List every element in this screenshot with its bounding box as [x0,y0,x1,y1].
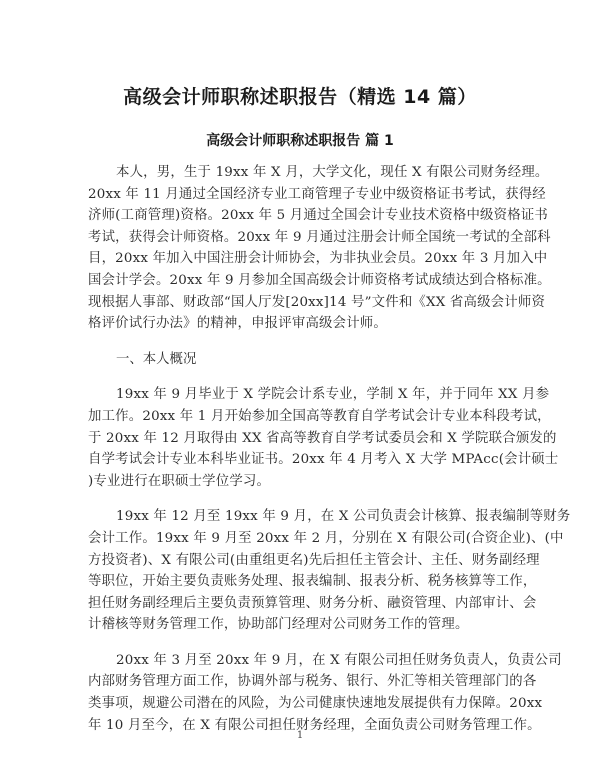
text-line: 担任财务副经理后主要负责预算管理、财务分析、融资管理、内部审计、会 [88,595,537,611]
text-line: 本人，男，生于 19xx 年 X 月，大学文化，现任 X 有限公司财务经理。 [116,165,549,180]
text-line: 20xx 年 3 月至 20xx 年 9 月，在 X 有限公司担任财务负责人，负责公司 [116,652,562,668]
text-line: 内部财务管理方面工作，协调外部与税务、银行、外汇等相关管理部门的各 [88,674,537,690]
paragraph-experience-recent [88,650,562,736]
text-line: 20xx 年 11 月通过全国经济专业工商管理子专业中级资格证书考试，获得经 [88,186,546,202]
text-line: 目，20xx 年加入中国注册会计师协会，为非执业会员。20xx 年 3 月加入中 [88,251,548,267]
paragraph-education [88,384,559,492]
text-line: 国会计学会。20xx 年 9 月参加全国高级会计师资格考试成绩达到合格标准。 [88,272,551,288]
text-line: 等职位，开始主要负责账务处理、报表编制、报表分析、税务核算等工作， [88,574,537,590]
text-line: 加工作。20xx 年 1 月开始参加全国高等教育自学考试会计专业本科段考试， [88,408,551,424]
text-line: 格评价试行办法》的精神，申报评审高级会计师。 [88,316,387,332]
section-title: 高级会计师职称述职报告 篇 1 [206,133,394,149]
text-line: 会计工作。19xx 年 9 月至 20xx 年 2 月，分别在 X 有限公司(合资企业)、(中 [88,530,564,546]
document-body [88,162,571,736]
text-line: 类事项，规避公司潜在的风险，为公司健康快速地发展提供有力保障。20xx [88,696,543,712]
text-line: 现根据人事部、财政部“国人厅发[20xx]14 号”文件和《XX 省高级会计师资 [88,294,546,310]
text-line: 考试，获得会计师资格。20xx 年 9 月通过注册会计师全国统一考试的全部科 [88,229,551,245]
paragraph-gap [88,636,514,650]
paragraph-gap [88,335,514,349]
text-line: 19xx 年 9 月毕业于 X 学院会计系专业，学制 X 年，并于同年 XX 月参 [116,387,550,403]
text-line: 自学考试会计专业本科毕业证书。20xx 年 4 月考入 X 大学 MPAcc(会计硕士 [88,452,559,468]
section-heading [88,349,514,371]
text-line: 于 20xx 年 12 月取得由 XX 省高等教育自学考试委员会和 X 学院联合颁发的 [88,430,557,446]
page-number: 1 [296,730,304,741]
text-line: 19xx 年 12 月至 19xx 年 9 月，在 X 公司负责会计核算、报表编制等财务 [116,509,571,525]
heading-text: 一、本人概况 [116,351,197,367]
text-line: 计稽核等财务管理工作，协助部门经理对公司财务工作的管理。 [88,617,469,633]
paragraph-gap [88,370,514,384]
paragraph-intro [88,162,551,335]
paragraph-experience-early [88,506,571,636]
text-line: 方投资者)、X 有限公司(由重组更名)先后担任主管会计、主任、财务副经理 [88,552,540,568]
text-line: )专业进行在职硕士学位学习。 [88,473,271,489]
paragraph-gap [88,492,514,506]
text-line: 年 10 月至今，在 X 有限公司担任财务经理，全面负责公司财务管理工作。 [88,717,541,733]
document-title: 高级会计师职称述职报告（精选 14 篇） [123,86,477,108]
text-line: 济师(工商管理)资格。20xx 年 5 月通过全国会计专业技术资格中级资格证书 [88,208,549,224]
